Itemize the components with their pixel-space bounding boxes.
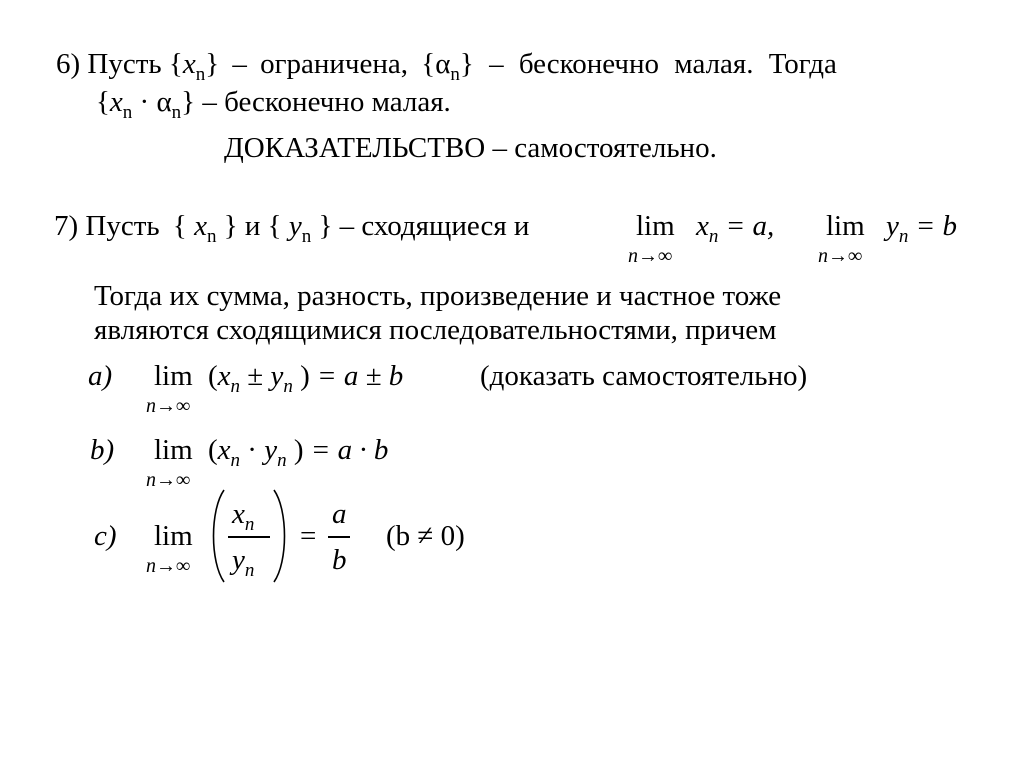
lim-word: lim [154,434,193,466]
item6-small: малая. [674,48,754,80]
frac2-denominator: b [332,544,347,576]
item7-converging: – сходящиеся и [339,210,530,242]
item6-bounded: ограничена, [260,48,409,80]
item6-x-sub: n [195,64,206,85]
item6-alpha-sub: n [450,64,460,85]
part-c-condition: (b ≠ 0) [386,520,465,552]
part-c [94,486,514,586]
left-big-paren [208,488,226,584]
part-b-label: b) [90,434,115,466]
fraction-bar [228,536,270,538]
item7-word-let: Пусть [85,210,160,242]
item6-number: 6) [56,48,81,80]
lim-under: n→∞ [628,245,673,267]
lim-word: lim [154,520,193,552]
item6-x: x [182,48,196,80]
item7-y: y [288,210,302,242]
item6-alpha: α [435,48,451,80]
part-c-eq: = [300,520,317,552]
item6-line2-tail: – бесконечно малая. [202,86,451,118]
part-b: b) lim n→∞ ($x_n \cdot y_n$ ) = a · b [90,434,389,491]
item7-and: и [244,210,261,242]
lim-under: n→∞ [818,245,863,267]
item6-x2-sub: n [122,102,133,123]
limit-y-eq: = b [915,210,957,242]
part-a: a) lim n→∞ ($x_n \pm y_n$ ) = a ± b (доказать самостоятельно) [88,360,808,417]
item7-y-sub: n [301,226,312,247]
item7-line1: 7) Пусть { $x_n$ } и { $y_n$ } – сходящиеся и [54,210,530,247]
item6-alpha2: α [156,86,172,118]
limit-x-var: x [696,210,709,242]
item6-dot: · [139,86,150,118]
lim-under: n→∞ [146,395,191,417]
item7-x-sub: n [206,226,217,247]
item6-infinitesimal: бесконечно [518,48,660,80]
part-c-label: c) [94,520,117,552]
lim-word: lim [154,360,193,392]
item6-then: Тогда [768,48,837,80]
lim-under: n→∞ [146,555,191,577]
frac2-numerator: a [332,498,347,530]
part-a-label: a) [88,360,113,392]
right-big-paren [272,488,290,584]
limit-x-sub: n [708,226,719,247]
frac-numerator: $x_n$ [232,498,255,535]
item6-dash: – [232,48,247,80]
part-b-rhs: = a · b [310,434,389,466]
item7-x: x [194,210,207,242]
frac-denominator: $y_n$ [232,544,255,581]
item7-limit-y [818,210,996,268]
lim-under: n→∞ [146,469,191,491]
item6-alpha2-sub: n [171,102,182,123]
item7-then-line2: являются сходящимися последовательностями, причем [94,314,777,346]
item6-line2: $\{x_n \cdot \alpha_n\}$ – бесконечно малая. [96,86,451,123]
part-a-rhs: = a ± b [317,360,404,392]
lim-word: lim [826,210,865,242]
limit-y-var: y [886,210,899,242]
item7-number: 7) [54,210,79,242]
lim-word: lim [636,210,675,242]
item6-dash2: – [489,48,504,80]
item6-x2: x [109,86,123,118]
item6-proof: ДОКАЗАТЕЛЬСТВО – самостоятельно. [224,132,717,164]
item7-limit-x [628,210,806,268]
fraction-bar [328,536,350,538]
limit-y-sub: n [898,226,909,247]
item7-then-line1: Тогда их сумма, разность, произведение и частное тоже [94,280,782,312]
part-a-note: (доказать самостоятельно) [480,360,808,392]
item6-word-let: Пусть [87,48,162,80]
limit-x-eq: = a, [725,210,775,242]
item6-line1: 6) Пусть $\{x_n\}$ – ограничена, $\{\alpha_n\}$ – бесконечно малая. Тогда [56,48,837,85]
